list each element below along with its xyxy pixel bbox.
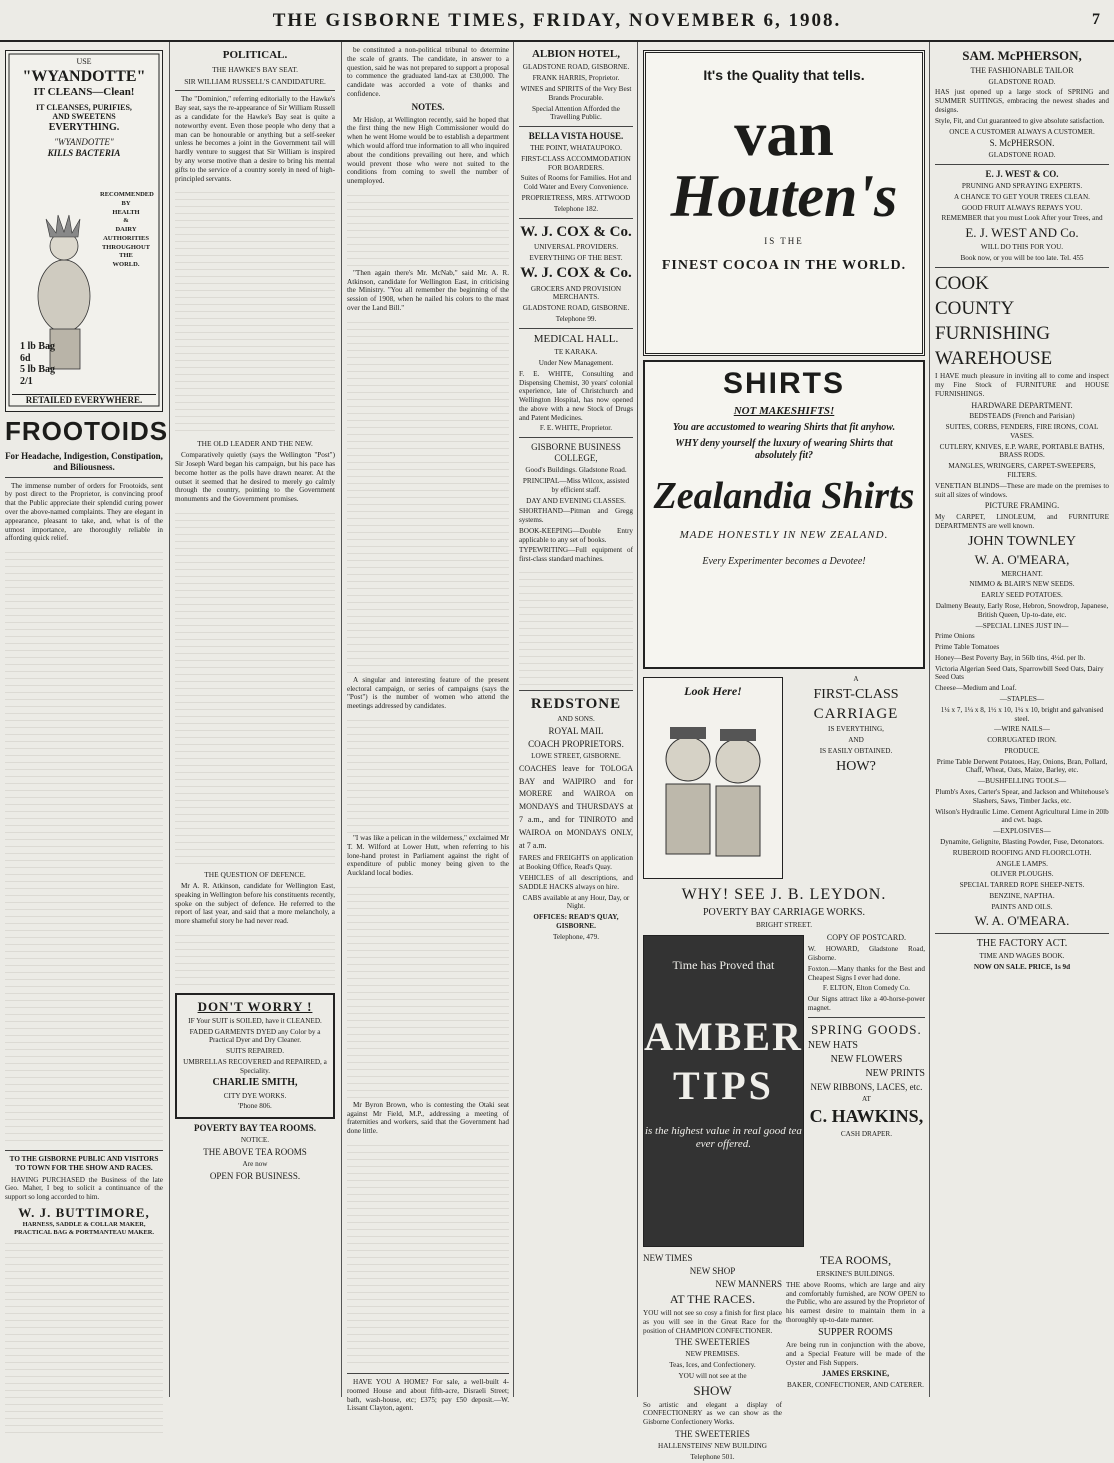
ad-line: Prime Table Tomatoes [935, 643, 1000, 652]
to-public-heading: TO THE GISBORNE PUBLIC AND VISITORS TO TOWN FOR THE SHOW AND RACES. [9, 1155, 159, 1172]
ad-heading: COPY OF POSTCARD. [826, 933, 906, 943]
shirts-brand: Zealandia Shirts [653, 474, 915, 517]
ad-line: PICTURE FRAMING. [984, 501, 1060, 511]
ad-line: I HAVE much pleasure in inviting all to come and inspect my Fine Stock of FURNITURE and HOUSE FURNISHINGS. [935, 372, 1109, 398]
ad-line: UMBRELLAS RECOVERED and REPAIRED, a Speciality. [183, 1057, 327, 1075]
wyandotte-footer: RETAILED EVERYWHERE. [12, 394, 156, 406]
shirts-not: NOT MAKESHIFTS! [733, 404, 835, 417]
ad-line: Dynamite, Gelignite, Blasting Powder, Fuse, Detonators. [940, 837, 1104, 846]
wyandotte-side: THROUGHOUT [101, 243, 151, 251]
zealandia-shirts-advert [643, 360, 925, 669]
buttimore-name: W. J. BUTTIMORE, [18, 1205, 150, 1221]
cook-county-advert [935, 272, 1109, 550]
ad-heading: BELLA VISTA HOUSE. [528, 131, 624, 142]
text-filler [175, 929, 335, 989]
ad-line: WILL DO THIS FOR YOU. [980, 243, 1064, 251]
divider [519, 437, 633, 438]
ad-line: SUITES, CORBS, FENDERS, FIRE IRONS, COAL VASES. [945, 423, 1099, 440]
ad-line: CITY DYE WORKS. [223, 1091, 287, 1100]
wyandotte-side: & [123, 217, 129, 225]
article-body: A singular and interesting feature of the present electoral campaign, or series of campaigns (says the "Post") is the number of women who attend the meetings addressed by candidates. [347, 675, 509, 711]
ad-line: CUTLERY, KNIVES, E.P. WARE, PORTABLE BATHS, BRASS RODS. [939, 442, 1105, 460]
ad-line: Teas, Ices, and Confectionery. [669, 1361, 756, 1370]
ad-line: PRINCIPAL—Miss Wilcox, assisted by efficient staff. [522, 476, 630, 494]
ad-line: E. J. WEST AND Co. [965, 225, 1079, 241]
ad-line: COACHES leave for TOLOGA BAY and WAIPIRO and for MORERE and WAIROA on MONDAYS and THURSDAYS at 7 a.m., and for TINIROTO and WAIROA on MONDAYS ONLY, at 7 a.m. [519, 763, 633, 850]
political-heading: POLITICAL. [222, 49, 288, 61]
ad-line: SUITS REPAIRED. [225, 1047, 285, 1056]
tips-word: TIPS [672, 1062, 774, 1108]
shirts-title: SHIRTS [722, 367, 845, 400]
divider [519, 218, 633, 219]
ad-line: GLADSTONE ROAD. [988, 77, 1056, 86]
ad-line: BENZINE, NAPTHA. [989, 891, 1055, 900]
ad-line: TE KARAKA. [554, 348, 598, 357]
ad-line: OFFICES: READ'S QUAY, GISBORNE. [533, 913, 619, 930]
wyandotte-line: IT CLEANS—Clean! [33, 86, 135, 99]
column-1 [0, 42, 168, 1397]
ad-line: Prime Table Derwent Potatoes, Hay, Onions, Bran, Pollard, Chaff, Wheat, Oats, Maize, Barley, etc. [936, 757, 1108, 775]
ad-line: —EXPLOSIVES— [993, 827, 1051, 836]
ad-line: SUPPER ROOMS [818, 1326, 893, 1338]
divider [935, 164, 1109, 165]
ad-line: MANGLES, WRINGERS, CARPET-SWEEPERS, FILTERS. [948, 462, 1096, 480]
column-5 [638, 42, 930, 1461]
ad-line: CASH DRAPER. [840, 1129, 892, 1138]
ad-line: COACH PROPRIETORS. [528, 739, 624, 750]
divider [175, 90, 335, 91]
ad-line: HOW? [836, 758, 876, 774]
ad-line: IS EVERYTHING, [828, 725, 884, 734]
ad-line: IS EASILY OBTAINED. [819, 746, 893, 755]
ad-line: Good's Buildings. Gladstone Road. [525, 466, 627, 475]
buttimore-trade: HARNESS, SADDLE & COLLAR MAKER, PRACTICAL BAG & PORTMANTEAU MAKER. [14, 1220, 154, 1236]
text-filler [347, 316, 509, 676]
divider [5, 477, 163, 478]
ad-line: ONCE A CUSTOMER ALWAYS A CUSTOMER. [949, 127, 1095, 136]
wyandotte-price: 5 lb Bag [20, 364, 56, 375]
wyandotte-line: EVERYTHING. [48, 122, 120, 134]
ad-line: REMEMBER that you must Look After your Trees, and [941, 214, 1103, 223]
look-here-illustration [643, 677, 783, 879]
ad-heading: SPRING GOODS. [811, 1021, 922, 1037]
article-body: Comparatively quietly (says the Wellington "Post") Sir Joseph Ward began his campaign, but his pace has become hotter as the polls have drawn nearer. At the outset it seemed that he desired to merely go calmly through the country, pointing to the Government monuments and the Government promises. [175, 451, 335, 504]
wyandotte-advert [5, 50, 163, 412]
ad-line: HAS just opened up a large stock of SPRING and SUMMER SUITINGS, embracing the newest shades and designs. [935, 88, 1109, 114]
text-filler [347, 714, 509, 834]
text-filler [347, 189, 509, 269]
divider [347, 1373, 509, 1374]
bella-vista-advert [519, 131, 633, 213]
ad-line: S. McPHERSON. [989, 138, 1055, 149]
albion-hotel-advert [519, 48, 633, 122]
mcpherson-advert [935, 48, 1109, 160]
ad-line: VEHICLES of all descriptions, and SADDLE HACKS always on hire. [519, 873, 633, 891]
ad-heading: GISBORNE BUSINESS COLLEGE, [531, 442, 621, 464]
ad-line: HALLENSTEINS' NEW BUILDING [658, 1441, 767, 1450]
newspaper-title: THE GISBORNE TIMES, FRIDAY, NOVEMBER 6, 1908. [272, 10, 842, 31]
ad-line: NIMMO & BLAIR'S NEW SEEDS. [969, 580, 1075, 589]
ad-line: NEW RIBBONS, LACES, etc. [810, 1082, 923, 1093]
amber-row [643, 931, 925, 1251]
text-filler [347, 1139, 509, 1369]
ad-line: AT THE RACES. [669, 1292, 756, 1307]
to-public-body: HAVING PURCHASED the Business of the late Geo. Maher, I beg to solicit a continuance of the support so long accorded to him. [5, 1175, 163, 1202]
ad-heading: COUNTY [935, 297, 1015, 319]
cox-providers-advert [519, 223, 633, 263]
wyandotte-line: "WYANDOTTE" [54, 137, 114, 148]
ad-line: VENETIAN BLINDS—These are made on the premises to suit all sizes of windows. [935, 481, 1109, 499]
ad-heading: THE FACTORY ACT. [976, 938, 1068, 950]
ad-line: Prime Onions [935, 632, 975, 641]
ad-line: ROYAL MAIL [548, 726, 604, 737]
ad-heading: TEA ROOMS, [819, 1253, 892, 1268]
ad-line: THE ABOVE TEA ROOMS [203, 1146, 307, 1157]
ad-line: NEW HATS [807, 1039, 858, 1051]
wyandotte-price: 2/1 [20, 375, 33, 387]
vh-is: IS THE [764, 236, 804, 247]
ad-line: 'Phone 806. [238, 1102, 272, 1111]
ad-heading: ALBION HOTEL, [531, 48, 621, 60]
ad-line: Cheese—Medium and Loaf. [935, 684, 1017, 693]
wyandotte-side: BY [121, 199, 131, 207]
ad-line: Telephone 501. [690, 1452, 735, 1461]
ad-line: GLADSTONE ROAD. [988, 151, 1056, 160]
subheading: THE OLD LEADER AND THE NEW. [197, 439, 313, 449]
redstone-advert [519, 695, 633, 941]
ad-line: GLADSTONE ROAD, GISBORNE. [522, 63, 630, 72]
ad-line: SPECIAL TARRED ROPE SHEEP-NETS. [959, 881, 1085, 890]
wyandotte-side: WORLD. [112, 261, 140, 269]
ad-line: Book now, or you will be too late. Tel. 455 [960, 253, 1084, 262]
ad-line: SHORTHAND—Pitman and Gregg systems. [519, 507, 633, 525]
factory-act-advert [935, 938, 1109, 972]
ad-line: —SPECIAL LINES JUST IN— [975, 621, 1069, 630]
ad-line: YOU will not see so cosy a finish for first place as you will see in the Great Race for the position of CHAMPION CONFECTIONER. [643, 1309, 782, 1335]
text-filler [175, 186, 335, 436]
ad-line: THE FASHIONABLE TAILOR [970, 65, 1074, 75]
ad-line: Dalmeny Beauty, Early Rose, Hebron, Snowdrop, Japanese, British Queen, Up-to-date, etc. [935, 601, 1109, 619]
frootoids-title: FROOTOIDS [5, 416, 169, 446]
ad-line: AND SONS. [557, 715, 595, 724]
ad-line: BRIGHT STREET. [755, 920, 813, 929]
frootoids-subtitle: For Headache, Indigestion, Constipation, and Biliousness. [5, 450, 163, 472]
subheading: THE HAWKE'S BAY SEAT. [212, 65, 298, 75]
ad-line: CABS available at any Hour, Day, or Night. [522, 893, 630, 911]
ad-line: NEW SHOP [689, 1266, 736, 1277]
ad-line: WHY! SEE J. B. LEYDON. [681, 886, 887, 903]
ad-line: Are now [242, 1159, 268, 1168]
article-body: The "Dominion," referring editorially to the Hawke's Bay seat, says the re-appearance of Sir William Russell as a candidate for the Hawke's Bay seat is quite a noteworthy event. Even those people who deny that a man can be honourable or anything but a self-seeker unless he becomes a joint in the Government tail will hardly venture to suggest that Sir William is inspired by any worse motive than a desire to bring his mental gifts to the service of a country sorely in need of high-principled servants. [175, 95, 335, 183]
ad-line: Victoria Algerian Seed Oats, Sparrowbill Seed Oats, Dairy Seed Oats [935, 664, 1104, 682]
shirts-made: MADE HONESTLY IN NEW ZEALAND. [679, 528, 889, 541]
ad-line: —WIRE NAILS— [994, 725, 1050, 734]
subheading: THE QUESTION OF DEFENCE. [204, 870, 306, 879]
ad-line: NEW PRINTS [865, 1067, 925, 1079]
ad-line: UNIVERSAL PROVIDERS. [534, 242, 618, 251]
ad-line: BOOK-KEEPING—Double Entry applicable to any set of books. [519, 526, 633, 544]
masthead [0, 0, 1114, 42]
subheading: SIR WILLIAM RUSSELL'S CANDIDATURE. [184, 77, 326, 87]
ad-line: CHARLIE SMITH, [212, 1077, 298, 1089]
ad-line: Wilson's Hydraulic Lime. Cement Agricultural Lime in 20lb and cwt. bags. [935, 807, 1109, 825]
classified: HAVE YOU A HOME? For sale, a well-built 4-roomed House and about fifth-acre, Disraeli Street; bath, wash-house, etc; £375; pay £50 deposit.—W. Lissant Clayton, agent. [347, 1377, 509, 1413]
wyandotte-brand: "WYANDOTTE" [22, 67, 146, 85]
tea-rooms-advert [175, 1123, 335, 1181]
divider [935, 933, 1109, 934]
article-body: Mr A. R. Atkinson, candidate for Wellington East, speaking in Wellington before his constituents recently, spoke on the subject of defence. He referred to the report of last year, and said that a more melancholy, a more shameful story he had never read. [175, 882, 335, 926]
wyandotte-line: USE [76, 57, 92, 66]
business-college-advert [519, 442, 633, 564]
amber-line: Time has Proved that [672, 958, 775, 973]
ad-line: CARRIAGE [813, 705, 899, 722]
ad-line: SHOW [693, 1382, 732, 1398]
leydon-footer [643, 885, 925, 929]
ad-heading: DON'T WORRY ! [197, 998, 313, 1014]
text-filler [519, 566, 633, 686]
ad-heading: MEDICAL HALL. [533, 332, 619, 345]
ad-line: THE above Rooms, which are large and airy and comfortably furnished, are NOW OPEN to the Public, who are assured by the Proprietor of his earnest desire to maintain them in a thoroughly up-to-date manner. [786, 1280, 925, 1325]
ad-heading: REDSTONE [530, 696, 622, 712]
ad-line: BAKER, CONFECTIONER, AND CATERER. [787, 1381, 924, 1390]
ad-line: NEW PREMISES. [685, 1350, 740, 1359]
column-4 [514, 42, 638, 1397]
shirts-line: You are accustomed to wearing Shirts that fit anyhow. [672, 422, 896, 433]
ad-line: Honey—Best Poverty Bay, in 56lb tins, 4½d. per lb. [935, 653, 1086, 662]
ad-line: A [853, 675, 859, 683]
ad-line: FADED GARMENTS DYED any Color by a Practical Dyer and Dry Cleaner. [189, 1027, 321, 1045]
ad-heading: W. J. COX & Co. [520, 265, 632, 282]
ad-heading: WAREHOUSE [935, 348, 1053, 370]
ad-line: Special Attention Afforded the Travelling Public. [532, 104, 620, 122]
ad-line: NEW MANNERS [715, 1279, 782, 1290]
ad-line: TYPEWRITING—Full equipment of first-class standard machines. [519, 546, 633, 564]
wyandotte-side: AUTHORITIES [103, 234, 149, 242]
ad-line: FARES and FREIGHTS on application at Booking Office, Read's Quay. [519, 854, 633, 872]
ad-line: —BUSHFELLING TOOLS— [977, 777, 1067, 786]
ad-line: MERCHANT. [1001, 569, 1043, 578]
ad-line: NEW TIMES [643, 1253, 693, 1264]
ad-heading: FURNISHING [935, 322, 1051, 344]
ad-line: HARDWARE DEPARTMENT. [971, 400, 1073, 410]
column-6 [930, 42, 1114, 1397]
ad-line: GROCERS AND PROVISION MERCHANTS. [530, 284, 622, 302]
figures-illustration [648, 699, 778, 859]
article-body: be constituted a non-political tribunal to determine the scale of grants. The candidate, in answer to a question, said he was not prepared to support a proposal to commence the graduated land-tax at £30,000. The candidate was accorded a vote of thanks and confidence. [347, 46, 509, 98]
ad-line: IF Your SUIT is SOILED, have it CLEANED. [188, 1016, 322, 1025]
ad-line: FRANK HARRIS, Proprietor. [532, 74, 620, 83]
ad-line: Our Signs attract like a 40-horse-power magnet. [807, 995, 925, 1012]
postcard-spring-adverts [808, 931, 925, 1251]
look-here-label: Look Here! [684, 684, 742, 698]
wyandotte-side: RECOMMENDED [100, 191, 154, 198]
amber-word: AMBER [644, 1014, 803, 1060]
vh-houten: Houten's [670, 163, 898, 230]
ad-line: JAMES ERSKINE, [821, 1369, 890, 1379]
ad-line: Telephone 99. [555, 315, 597, 324]
ad-line: NOTICE. [240, 1136, 270, 1145]
ad-line: NOW ON SALE. PRICE, 1s 9d [973, 963, 1071, 972]
ad-line: Are being run in conjunction with the above, and a Special Feature will be made of the Oyster and Fish Suppers. [786, 1340, 925, 1367]
text-filler [5, 1237, 163, 1437]
ad-heading: W. J. COX & Co. [520, 223, 632, 240]
shirts-line: WHY deny yourself the luxury of wearing Shirts that absolutely fit? [675, 438, 893, 462]
leydon-carriage-advert [787, 673, 925, 883]
wyandotte-price: 1 lb Bag [20, 341, 56, 352]
ad-line: THE POINT, WHATAUPOKO. [530, 144, 622, 153]
column-2 [170, 42, 340, 1397]
ad-line: PRODUCE. [1004, 746, 1040, 755]
wyandotte-side: THE [119, 252, 133, 260]
ad-line: OPEN FOR BUSINESS. [209, 1170, 301, 1181]
van-houtens-advert [643, 50, 925, 356]
ad-heading: SAM. McPHERSON, [962, 48, 1082, 63]
ad-line: WINES and SPIRITS of the Very Best Brands Procurable. [520, 84, 632, 102]
ad-line: Plumb's Axes, Carter's Spear, and Jackson and Whitehouse's Slashers, Saws, Timber Jacks, etc. [935, 788, 1109, 805]
omeara-advert [935, 552, 1109, 930]
ad-line: AND [848, 735, 864, 744]
article-body: "I was like a pelican in the wilderness," exclaimed Mr T. M. Wilford at Lower Hutt, when referring to his lone-hand protest in Parliament against the right of expenditure of public money being given to the Auckland local bodies. [347, 833, 509, 878]
wyandotte-line: KILLS BACTERIA [47, 148, 121, 159]
ad-line: A CHANCE TO GET YOUR TREES CLEAN. [954, 192, 1090, 201]
wyandotte-side: HEALTH [112, 208, 140, 216]
ad-line: ANGLE LAMPS. [996, 859, 1048, 868]
ad-line: YOU will not see at the [678, 1371, 747, 1380]
ad-line: EVERYTHING OF THE BEST. [529, 253, 623, 262]
ad-heading: W. A. O'MEARA, [974, 551, 1070, 567]
divider [519, 126, 633, 127]
frootoids-body: The immense number of orders for Frootoids, sent by post direct to the Proprietor, is convincing proof that the Public appreciate their splendid curing power over the above-named complaints. They are elegant in appearance, pleasant to take, and, what is of the utmost importance, are thoroughly reliable in affording quick relief. [5, 481, 163, 543]
erskine-tearooms-advert [786, 1251, 925, 1463]
ad-line: CORRUGATED IRON. [987, 736, 1057, 745]
ad-line: W. HOWARD, Gladstone Road, Gisborne. [807, 945, 925, 963]
article-body: Mr Byron Brown, who is contesting the Otaki seat against Mr Field, M.P., addressing a meeting of fraternities and workers, said that the Government had done little. [347, 1100, 509, 1136]
wyandotte-side: DAIRY [115, 226, 137, 234]
ad-line: F. ELTON, Elton Comedy Co. [822, 984, 910, 993]
divider [5, 1150, 163, 1151]
ad-line: LOWE STREET, GISBORNE. [531, 752, 621, 761]
ad-line: Telephone 182. [553, 204, 599, 213]
ad-heading: E. J. WEST & CO. [985, 169, 1059, 180]
ad-line: ERSKINE'S BUILDINGS. [816, 1270, 895, 1279]
column-3 [342, 42, 514, 1413]
page-number: 7 [1092, 11, 1100, 28]
ad-line: W. A. O'MEARA. [974, 913, 1070, 929]
dyeworks-advert [175, 993, 335, 1119]
ad-line: THE SWEETERIES [675, 1337, 750, 1348]
vh-tagline: It's the Quality that tells. [703, 67, 865, 83]
vh-cocoa: FINEST COCOA IN THE WORLD. [661, 258, 907, 274]
ad-line: PAINTS AND OILS. [991, 902, 1053, 911]
amber-line: is the highest value in real good tea ever offered. [644, 1124, 802, 1151]
ad-line: F. E. WHITE, Consulting and Dispensing Chemist, 30 years' colonial experience, late of Christchurch and Wellington Hospital, has now opened the above with a new Stock of Drugs and Patent Medicines. [519, 369, 633, 422]
ad-line: AT [862, 1095, 871, 1104]
text-filler [5, 546, 163, 1146]
article-body: "Then again there's Mr. McNab," said Mr. A. R. Atkinson, candidate for Wellington East, in criticising the Ministry. "You all remember the beginning of the session of 1908, when he nailed his colors to the mast over the Land Bill." [347, 268, 509, 313]
ad-line: Under New Management. [538, 359, 614, 367]
ad-line: GOOD FRUIT ALWAYS REPAYS YOU. [961, 203, 1083, 212]
wyandotte-price: 6d [20, 352, 31, 364]
divider [519, 328, 633, 329]
cox-grocers-advert [519, 264, 633, 323]
ad-line: TIME AND WAGES BOOK. [979, 952, 1065, 961]
ad-line: OLIVER PLOUGHS. [990, 870, 1054, 879]
text-filler [175, 507, 335, 867]
text-filler [347, 881, 509, 1101]
vh-van: van [734, 98, 834, 170]
wyandotte-line: IT CLEANSES, PURIFIES, [36, 102, 132, 112]
divider [519, 690, 633, 691]
ad-line: C. HAWKINS, [809, 1105, 924, 1126]
ad-line: —STAPLES— [999, 695, 1045, 703]
wyandotte-line: AND SWEETENS [52, 112, 116, 122]
ad-line: DAY AND EVENING CLASSES. [526, 496, 626, 505]
ad-line: EARLY SEED POTATOES. [981, 591, 1063, 600]
sweeteries-advert [643, 1251, 782, 1463]
ad-line: Foxton.—Many thanks for the Best and Cheapest Signs I ever had done. [807, 964, 925, 982]
ad-line: Telephone, 479. [552, 932, 599, 941]
notes-heading: NOTES. [411, 101, 445, 112]
ad-line: So artistic and elegant a display of CONFECTIONERY as we can show as the Gisborne Confectionery Works. [643, 1400, 782, 1427]
shirts-every: Every Experimenter becomes a Devotee! [702, 555, 866, 567]
ad-line: FIRST-CLASS [813, 686, 899, 702]
ad-line: F. E. WHITE, Proprietor. [539, 424, 613, 433]
ad-line: BEDSTEADS (French and Parisian) [969, 412, 1075, 421]
ad-line: PROPRIETRESS, MRS. ATTWOOD [521, 193, 631, 202]
carriage-row [643, 673, 925, 883]
ad-line: THE SWEETERIES [675, 1428, 750, 1439]
ad-line: 1¼ x 7, 1¼ x 8, 1½ x 10, 1¼ x 10, bright and galvanised steel. [940, 705, 1104, 723]
divider [935, 267, 1109, 268]
ad-line: PRUNING AND SPRAYING EXPERTS. [961, 182, 1083, 191]
ad-heading: COOK [935, 272, 989, 294]
confectionery-row [643, 1251, 925, 1463]
ad-line: Style, Fit, and Cut guaranteed to give absolute satisfaction. [935, 116, 1105, 125]
ad-line: RUBEROID ROOFING AND FLOORCLOTH. [952, 848, 1092, 857]
medical-hall-advert [519, 333, 633, 433]
west-advert [935, 169, 1109, 263]
ad-line: FIRST-CLASS ACCOMMODATION FOR BOARDERS. [521, 154, 631, 172]
article-body: Mr Hislop, at Wellington recently, said he hoped that the first thing the new High Commissioner would do when he went Home would be to establish a department which would afford true information to all who inquired about the conditions prevailing out here, and which would prevent those who were not suited to the conditions from coming to swell the number of unemployed. [347, 115, 509, 186]
ad-line: POVERTY BAY CARRIAGE WORKS. [702, 906, 865, 918]
ad-line: My CARPET, LINOLEUM, and FURNITURE DEPARTMENTS are well known. [935, 513, 1109, 530]
ad-heading: POVERTY BAY TEA ROOMS. [193, 1123, 317, 1134]
ad-line: GLADSTONE ROAD, GISBORNE. [522, 304, 630, 313]
divider [808, 1017, 925, 1018]
ad-line: Suites of Rooms for Families. Hot and Cold Water and Every Convenience. [520, 174, 632, 192]
amber-tips-advert [643, 935, 804, 1247]
ad-line: NEW FLOWERS [830, 1053, 903, 1065]
ad-line: JOHN TOWNLEY [968, 533, 1076, 549]
